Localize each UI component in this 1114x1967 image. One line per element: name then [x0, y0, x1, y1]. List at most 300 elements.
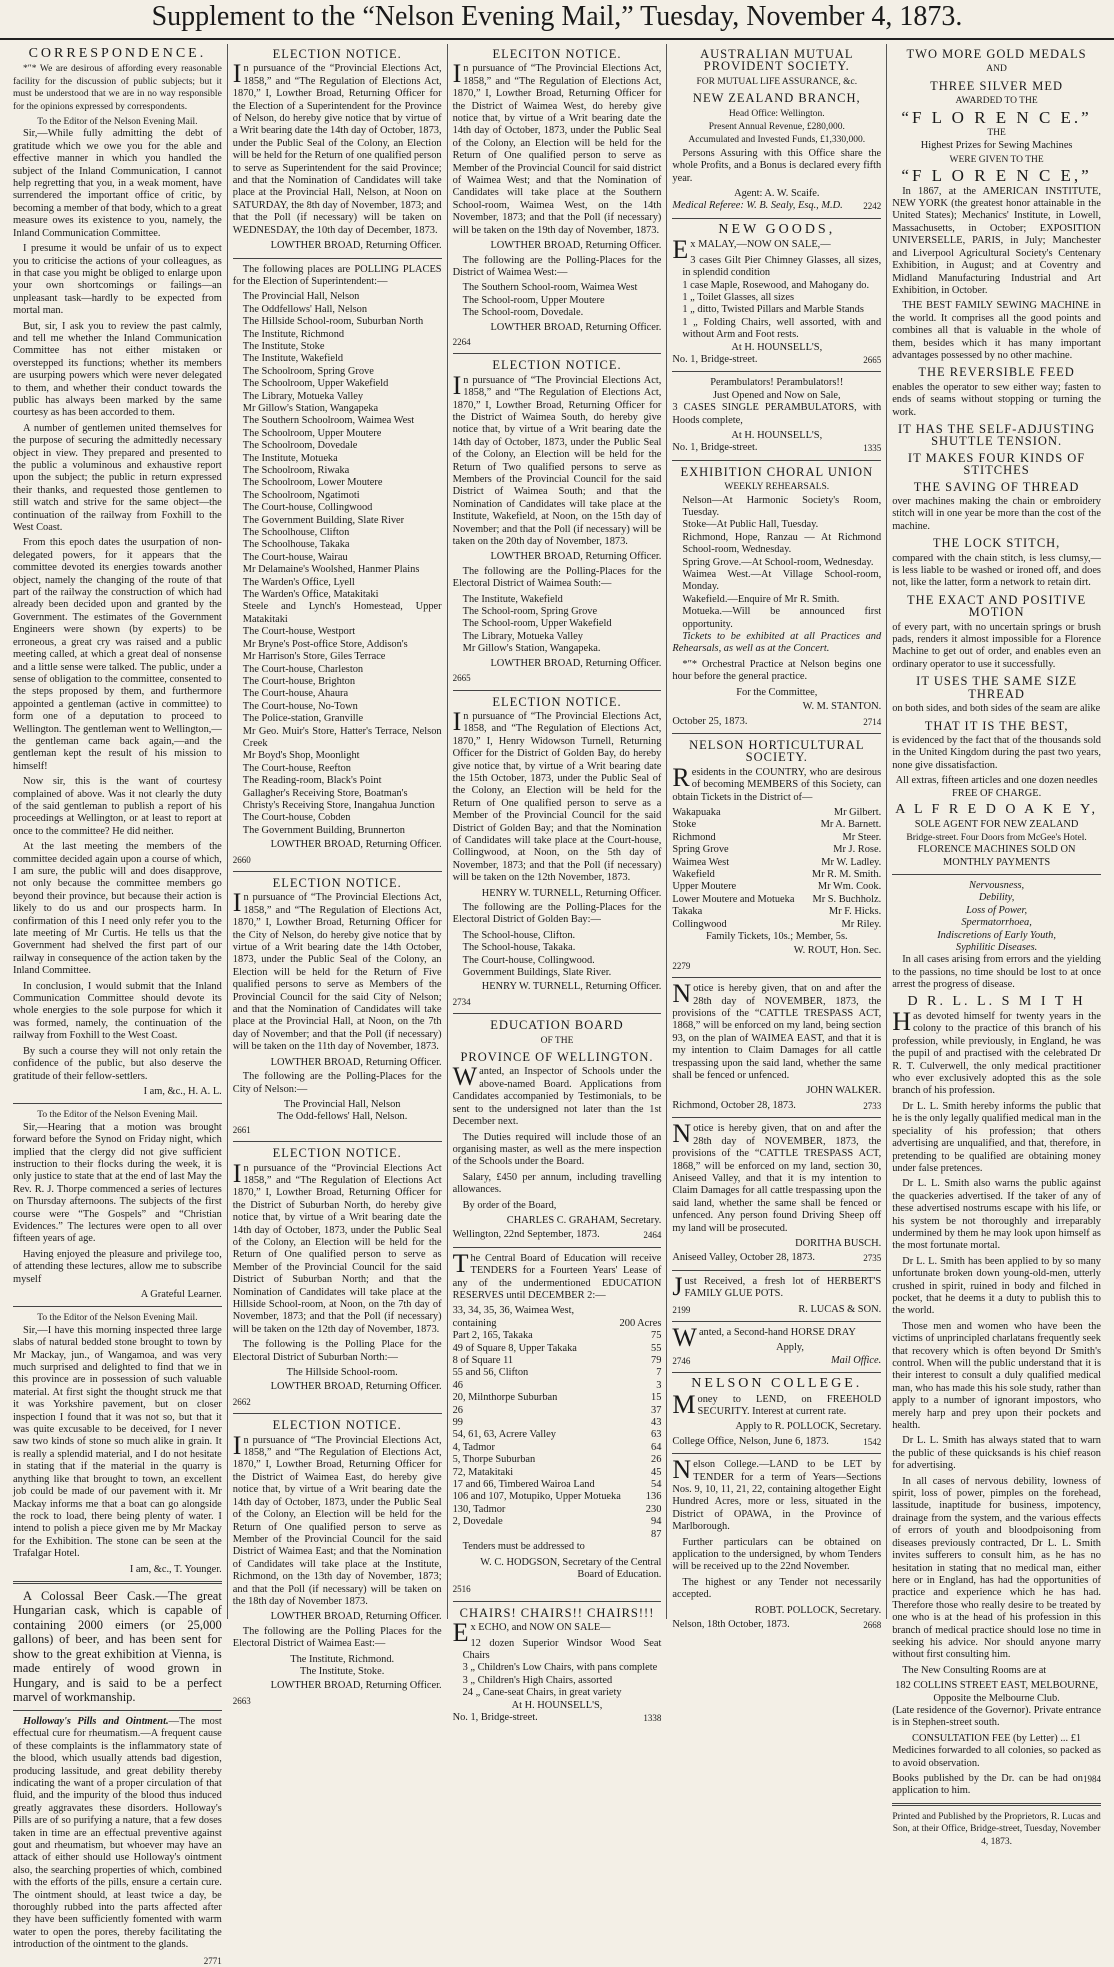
- letter1-paragraph: In conclusion, I would submit that the Inland Communication Committee should devote its whole energies to the sole purpose for which it was formed, namely, the continuation of the railway from Foxhill to the West Coast.: [13, 980, 222, 1042]
- choral-tickets: Tickets to be exhibited at all Practices and Rehearsals, as well as at the Concert.: [672, 631, 882, 655]
- florence-monthly: FLORENCE MACHINES SOLD ON MONTHLY PAYMENTS: [917, 844, 1076, 868]
- polling-place: Mr Delamaine's Woolshed, Hanmer Plains: [242, 564, 420, 576]
- rehearsal-item: Stoke—At Public Hall, Tuesday.: [682, 519, 819, 531]
- divider: [672, 371, 881, 372]
- smith-paragraph: Dr L. L. Smith also warns the public against the quackeries advertised. If the taker of any of these advertised nostrums escape with his life, or his system be not thoroughly and irreparably undermined by them he may look upon himself as the most fortunate mortal.: [892, 1178, 1101, 1252]
- ad-number: 2279: [672, 960, 691, 971]
- nelson-college-apply: Apply to R. POLLOCK, Secretary.: [735, 1421, 882, 1433]
- divider: [233, 1413, 442, 1414]
- reserve-row-value: 54: [651, 1479, 662, 1491]
- florence-shuttle: IT HAS THE SELF-ADJUSTING SHUTTLE TENSION.: [898, 421, 1096, 449]
- goods-list: [672, 255, 881, 342]
- reserve-row-label: 106 and 107, Motupiko, Upper Motueka: [452, 1491, 621, 1503]
- polling-place: Mr Geo. Muir's Store, Hatter's Terrace, Nelson Creek: [242, 725, 442, 749]
- polling-place: The Southern Schoolroom, Waimea West: [242, 415, 415, 427]
- returning-officer-signature: LOWTHER BROAD, Returning Officer.: [270, 240, 442, 252]
- ailment-line: Syphilitic Diseases.: [955, 942, 1038, 953]
- reserve-row: [453, 1330, 662, 1342]
- reserve-row-label: 72, Matakitaki: [452, 1466, 514, 1478]
- polling-place: The Institute, Richmond.: [290, 1653, 395, 1665]
- polling-place: The Southern School-room, Waimea West: [462, 282, 638, 294]
- reserve-row-label: 99: [452, 1417, 463, 1429]
- reserve-row-label: containing: [452, 1317, 497, 1329]
- florence-best2-heading: THAT IT IS THE BEST,: [924, 718, 1069, 733]
- polling-place: Mr Bryne's Post-office Store, Addison's: [242, 638, 408, 650]
- college-land-particulars: Further particulars can be obtained on application to the undersigned, by whom Tenders will be received up to the 22nd November.: [672, 1536, 882, 1573]
- ad-number: 2665: [452, 673, 471, 684]
- amp-referee: Medical Referee: W. B. Sealy, Esq., M.D.: [672, 200, 843, 212]
- education-reserves-table: [453, 1305, 662, 1541]
- polling-place: The Hillside School-room, Suburban North: [242, 316, 424, 328]
- returning-officer-signature: LOWTHER BROAD, Returning Officer.: [270, 839, 442, 851]
- polling-places-list: [233, 1654, 442, 1679]
- trespass-notice-text: Notice is hereby given, that on and after the 28th day of NOVEMBER, 1873, the provisions of the “CATTLE TRESPASS ACT, 1868,” will be enforced on my land, section 30, Aniseed Valley, and that it is my intention to Claim Damages for all cattle trespassing upon the said land, whether the same shall be fenced or unfenced. Any person found Driving Sheep off my land will be prosecuted.: [672, 1119, 882, 1234]
- amp-funds: Accumulated and Invested Funds, £1,330,000.: [688, 135, 866, 146]
- polling-place: The Institute, Stoke: [242, 340, 325, 352]
- florence-and: AND: [986, 64, 1007, 75]
- polling-place: The Warden's Office, Lyell: [242, 576, 355, 588]
- divider: [13, 1581, 222, 1584]
- chairs-item: 12 dozen Superior Windsor Wood Seat Chairs: [462, 1637, 662, 1661]
- florence-exact-heading: THE EXACT AND POSITIVE MOTION: [907, 592, 1087, 620]
- smith-heading: D R. L. L. S M I T H: [907, 993, 1086, 1009]
- polling-place: Steele and Lynch's Homestead, Upper Matakitaki: [242, 601, 442, 625]
- election-notice-heading: ELECTION NOTICE.: [272, 876, 402, 890]
- ad-number: 2746: [672, 1355, 691, 1366]
- reserve-row: [453, 1504, 662, 1516]
- ad-number: 2733: [863, 1100, 882, 1111]
- reserve-row-value: 43: [651, 1417, 662, 1429]
- letter1-paragraph: But, sir, I ask you to review the past calmly, and tell me whether the Inland Communication Committee has not either mistaken or overstepped its functions; whether its members are usurping powers which were never delegated to them, and whether their conduct towards the public has always been marked by the same courtesy as has been accorded to them.: [13, 320, 222, 419]
- letter3-paragraph: Sir,—I have this morning inspected three large slabs of natural bedded stone brought to town by Mr Mackay, jun., of Wangamoa, and was very much surprised and delighted to find that we in this province are in possession of such valuable material. At first sight the thought struck me that it was Yorkshire pavement, but on closer inspection I found that it was not so, but that it was quite excusable to be deceived, for I never saw two kinds of stone so much alike in grain. It is really a splendid material, and I do not hesitate in stating that if the material in the quarry is anything like that brought to town, an excellent job could be made of our pavement with it. Mr Mackay informs me that a boat can go alongside the rock to load, there being plenty of water. I intend to polish a piece given me by Mr Mackay for the Exhibition. The stone can be seen at the Trafalgar Hotel.: [13, 1324, 222, 1560]
- returning-officer-signature: LOWTHER BROAD, Returning Officer.: [490, 657, 662, 669]
- divider: [672, 218, 881, 219]
- election-notice-heading: ELECTION NOTICE.: [492, 694, 622, 709]
- divider: [672, 977, 881, 978]
- reserve-row-value: 26: [651, 1454, 662, 1466]
- divider: [892, 874, 1101, 875]
- polling-place: The Provincial Hall, Nelson: [283, 1098, 401, 1110]
- date: Nelson, 18th October, 1873.: [672, 1619, 790, 1631]
- column-florence-smith: [887, 44, 1106, 1847]
- agent-row: [672, 894, 881, 906]
- polling-place: The Court-house, Cobden: [242, 812, 351, 824]
- reserve-row: [453, 1343, 662, 1355]
- horticultural-agents: [672, 807, 881, 931]
- date-line: [453, 1229, 662, 1241]
- agent-row: [672, 919, 881, 931]
- masthead: Supplement to the “Nelson Evening Mail,” Tuesday, November 4, 1873.: [0, 0, 1114, 40]
- agent-row-value: Mr Gilbert.: [833, 806, 882, 818]
- divider: [453, 1247, 662, 1248]
- florence-the: THE: [987, 128, 1006, 139]
- inspector-duties: The Duties required will include those of an organising master, as well as the mere inspection of the Schools under the Board.: [452, 1131, 662, 1168]
- reserve-row-label: 55 and 56, Clifton: [452, 1367, 529, 1379]
- new-goods-sub: Ex MALAY,—NOW ON SALE,—: [672, 235, 831, 265]
- date: Aniseed Valley, October 28, 1873.: [672, 1252, 815, 1264]
- goods-item: 1 „ Toilet Glasses, all sizes: [682, 291, 795, 303]
- editor-notice: *″* We are desirous of affording every reasonable facility for the discussion of public subjects; but it must be understood that we are in no way responsible for the opinions expressed by correspondents.: [13, 64, 222, 112]
- chairs-item: 24 „ Cane-seat Chairs, in great variety: [462, 1687, 622, 1699]
- ad-number: 2734: [452, 996, 471, 1007]
- perambulators-text: Just Opened and Now on Sale,: [713, 389, 841, 401]
- polling-place: The Reading-room, Black's Point: [242, 775, 382, 787]
- agent-row: [672, 844, 881, 856]
- agent-row-label: Lower Moutere and Motueka: [672, 893, 795, 905]
- education-board-province: PROVINCE OF WELLINGTON.: [460, 1050, 654, 1065]
- agent-row-label: Wakapuaka: [672, 806, 721, 818]
- reserve-row: [453, 1355, 662, 1367]
- agent-row-value: Mr W. Ladley.: [821, 856, 882, 868]
- ailment-line: Spermatorrhoea,: [961, 917, 1032, 929]
- reserve-row: [453, 1479, 662, 1491]
- smith-rooms: The New Consulting Rooms are at: [902, 1664, 1047, 1676]
- polling-place: The Schoolroom, Spring Grove: [242, 365, 374, 377]
- column-advertisements: [667, 44, 887, 1631]
- polling-place: Mr Harrison's Store, Giles Terrace: [242, 651, 386, 663]
- holloway-heading: Holloway's Pills and Ointment.: [23, 1715, 169, 1727]
- secretary-signature: W. C. HODGSON, Secretary of the Central Board of Education.: [480, 1556, 662, 1580]
- column-election-notices: [228, 44, 448, 1706]
- rehearsal-item: Wakefield.—Enquire of Mr R. Smith.: [682, 593, 840, 605]
- returning-officer-signature: LOWTHER BROAD, Returning Officer.: [490, 321, 662, 333]
- smith-late: (Late residence of the Governor). Private entrance is in Stephen-street south.: [892, 1704, 1101, 1729]
- columns: [8, 44, 1106, 1966]
- ad-number: 2464: [643, 1230, 662, 1241]
- reserve-row: [453, 1467, 662, 1479]
- divider: [453, 690, 662, 691]
- reserve-row-label: 5, Thorpe Suburban: [452, 1454, 536, 1466]
- polling-place: The Oddfellows' Hall, Nelson: [242, 303, 368, 315]
- education-board-of: OF THE: [540, 1035, 574, 1046]
- polling-place: The Court-house, Westport: [242, 626, 356, 638]
- date: Richmond, October 28, 1873.: [672, 1099, 796, 1111]
- reserve-row: [453, 1417, 662, 1429]
- election-notice-text: In pursuance of “The Provincial Elections Act, 1858,” and “The Regulation of Elections Act, 1870,” I, Lowther Broad, Returning Officer for the District of Waimea East, do hereby give notice that, by virtue of a Writ bearing date the 14th day of October, 1873, under the Public Seal of the Colony, an Election will be held for the Return of One qualified person to serve as Member of the Provincial Council for the said District of Waimea East; and that the Nomination of Candidates will take place at the Institute, Richmond, on the 13th day of November, 1873; and that the Poll (if necessary) will be taken on the 18th day of November 1873.: [232, 1430, 442, 1607]
- divider: [453, 1601, 662, 1602]
- election-notice-heading: ELECTION NOTICE.: [492, 358, 622, 373]
- choral-orchestral: *″* Orchestral Practice at Nelson begins one hour before the general practice.: [672, 658, 882, 683]
- reserve-row-label: 54, 61, 63, Acrere Valley: [452, 1429, 556, 1441]
- reserve-row: [453, 1392, 662, 1404]
- ad-number: 1338: [643, 1712, 662, 1723]
- rehearsal-item: Motueka.—Will be announced first opportunity.: [682, 606, 882, 630]
- reserve-row-value: 200 Acres: [619, 1317, 662, 1329]
- polling-place: The Warden's Office, Matakitaki: [242, 589, 379, 601]
- reserve-row: [453, 1305, 662, 1317]
- polling-place: The Schoolhouse, Clifton: [242, 527, 350, 539]
- reserve-row-label: 8 of Square 11: [452, 1355, 514, 1366]
- date-line: [672, 1252, 881, 1264]
- reserve-row-value: 230: [645, 1503, 662, 1515]
- goods-item: 3 cases Gilt Pier Chimney Glasses, all sizes, in splendid condition: [682, 254, 882, 279]
- glue-pots-signature: R. LUCAS & SON.: [798, 1303, 882, 1315]
- agent-row-value: Mr J. Rose.: [833, 844, 882, 856]
- ad-number: 1984: [1082, 1774, 1101, 1784]
- ad-number: 2199: [672, 1304, 691, 1315]
- horse-dray-office: Mail Office.: [830, 1354, 882, 1366]
- signature-line: [672, 1304, 881, 1316]
- ad-number: 2714: [863, 716, 882, 727]
- divider: [672, 1453, 881, 1454]
- polling-place: The Schoolroom, Upper Wakefield: [242, 378, 389, 390]
- goods-item: 1 „ Folding Chairs, well assorted, with and without Arm and Foot rests.: [682, 316, 882, 341]
- rehearsals-list: [672, 495, 881, 631]
- florence-saving-text: over machines making the chain or embroidery stitch will in one year be more than the cost of the machine.: [892, 496, 1101, 532]
- divider: [13, 1710, 222, 1711]
- address: No. 1, Bridge-street.: [452, 1711, 538, 1723]
- agent-row-label: Collingwood: [672, 918, 727, 930]
- florence-medals-line: TWO MORE GOLD MEDALS: [906, 47, 1087, 61]
- reserve-row-value: 37: [651, 1404, 662, 1416]
- divider: [672, 1372, 881, 1373]
- florence-same-heading: IT USES THE SAME SIZE THREAD: [916, 674, 1077, 701]
- florence-saving-heading: THE SAVING OF THREAD: [913, 479, 1080, 494]
- florence-best: THE BEST FAMILY SEWING MACHINE in the world. It comprises all the good points and combines all that is valuable in the whole of them, besides which it has many important advantages possessed by no other machine.: [892, 300, 1101, 361]
- reserve-row-value: 64: [651, 1441, 662, 1453]
- letter1-paragraph: I presume it would be unfair of us to expect you to criticise the actions of your colleagues, as in that case you might be obliged to enlarge upon your own shortcomings or failings—an unpleasant task—hardly to be expected from mortal man.: [13, 243, 222, 317]
- column-correspondence: [8, 44, 228, 1966]
- letter1-signature: I am, &c., H. A. L.: [143, 1085, 222, 1097]
- election-notice-text: In pursuance of the “Provincial Elections Act, 1858,” and “The Regulation of Elections Act, 1870,” I, Lowther Broad, Returning Officer for the Election of a Superintendent for the Province of Nelson, do hereby give notice that by virtue of a Writ bearing date the 14th day of October, 1873, under the Public Seal of the Colony, an Election will be held for the Return of one qualified person to serve as Superintendent for the said Province; and that the Nomination of Candidates will take place at the Provincial Hall, Nelson, at Noon on SATURDAY, the 8th day of November, 1873; and that the Poll (if necessary) will be taken on WEDNESDAY, the 10th day of December, 1873.: [232, 59, 442, 236]
- agent-row-value: Mr Wm. Cook.: [817, 881, 882, 893]
- date-line: [672, 716, 881, 728]
- agent-row: [672, 869, 881, 881]
- referee-line: [672, 200, 881, 212]
- polling-place: The Provincial Hall, Nelson: [242, 291, 360, 303]
- reserve-row-value: 87: [651, 1528, 662, 1540]
- agent-row: [672, 906, 881, 918]
- reserve-row: [453, 1491, 662, 1503]
- hounsell-address: At H. HOUNSELL'S,: [511, 1699, 603, 1711]
- polling-place: The Schoolroom, Ngatimoti: [242, 489, 360, 501]
- ad-number: 2264: [452, 336, 471, 347]
- smith-fee: CONSULTATION FEE (by Letter) ... £1: [912, 1732, 1082, 1744]
- smith-paragraph: Dr L. L. Smith has always stated that to warn the public of these quicksands is his chief reason for advertising.: [892, 1435, 1101, 1472]
- holloway-item: [13, 1716, 222, 1952]
- hounsell-address: At H. HOUNSELL'S,: [731, 429, 823, 441]
- divider: [233, 1141, 442, 1142]
- trespass-notice-signature: JOHN WALKER.: [806, 1085, 882, 1097]
- letter2-addressee: To the Editor of the Nelson Evening Mail.: [37, 1110, 198, 1121]
- smith-paragraph: In all cases of nervous debility, lowness of spirit, loss of power, pimples on the forehead, lassitude, inaptitude for business, impotency, drainage from the system, and the various effects of errors of youth and bloodpoisoning from diseases previously contracted, Dr L. L. Smith invites sufferers to consult him, as he has no hesitation in stating that no medical man, either here or in England, has had the opportunities of practice and experience which he has had. Therefore those who really desire to be treated by one who is at the head of his profession in this branch of medical practice should lose no time in seeking his advice. Nor should anyone marry without first consulting him.: [892, 1475, 1101, 1661]
- smith-intro: In all cases arising from errors and the yielding to the passions, no time should be lost to at once arrest the progress of disease.: [892, 954, 1101, 991]
- agent-row: [672, 881, 881, 893]
- reserve-row-value: 136: [645, 1491, 662, 1503]
- letter1-paragraph: From this epoch dates the usurpation of non-delegated powers, for it appears that the committee devoted its energies towards another object, namely the changing of the route of that part of the railway the construction of which had already been decided upon and granted by the Government. The estimates of the Government Engineers were shown (by experts) to be erroneous, a great cry was raised and a public meeting called, at which a great deal of nonsense and a little sense were talked. The public, under a sense of obligation to the committee, consented to the steps proposed by them, and furthermore appointed a gentleman (active in committee) to form one of a deputation to proceed to Wellington. The gentleman went to Wellington,—the gentleman came back again,—and the gentleman kept the result of his mission to himself!: [13, 537, 222, 772]
- college-land-highest: The highest or any Tender not necessarily accepted.: [672, 1576, 882, 1601]
- horticultural-heading: NELSON HORTICULTURAL SOCIETY.: [689, 737, 865, 765]
- hounsell-address: At H. HOUNSELL'S,: [731, 341, 823, 353]
- polling-places-intro: The following are the Polling-Places for the District of Waimea West:—: [452, 254, 662, 278]
- glue-pots-text: Just Received, a fresh lot of HERBERT'S FAMILY GLUE POTS.: [672, 1271, 882, 1301]
- horticultural-family: Family Tickets, 10s.; Member, 5s.: [705, 931, 848, 942]
- polling-place: The Court-house, Ahaura: [242, 688, 349, 700]
- polling-place: The Court-house, Charleston: [242, 663, 364, 675]
- letter1-paragraph: Sir,—While fully admitting the debt of gratitude which we owe you for the able and effective manner in which you handled the subject of the Inland Communication, I cannot help regretting that you, in a weak moment, have surrendered the important office of critic, by becoming a member of that body, which to a great measure owes its existence to you, namely, the Inland Communication Committee.: [13, 128, 222, 239]
- nelson-college-text: Money to LEND, on FREEHOLD SECURITY. Interest at current rate.: [672, 1389, 882, 1419]
- florence-agent-title: SOLE AGENT FOR NEW ZEALAND: [914, 819, 1079, 831]
- ad-number: 1335: [863, 443, 882, 454]
- polling-place: The School-room, Spring Grove: [462, 606, 598, 618]
- polling-places-intro: The following places are POLLING PLACES for the Election of Superintendent:—: [232, 263, 442, 287]
- letter2-paragraph: Sir,—Hearing that a motion was brought forward before the Synod on Friday night, which implied that the clergy did not give sufficient instruction to their flocks during the week, it is only justice to state that at the end of last May the Rev. R. J. Thorpe commenced a series of lectures on Thursday afternoons. The subjects of the first course were “The Gospels” and “Christian Evidences.” The lectures were open to all over fifteen years of age.: [13, 1121, 222, 1245]
- returning-officer-signature: LOWTHER BROAD, Returning Officer.: [270, 1611, 442, 1623]
- smith-opposite: Opposite the Melbourne Club.: [933, 1692, 1060, 1704]
- florence-agent-name: A L F R E D O A K E Y,: [895, 801, 1098, 817]
- beer-cask-heading: A Colossal Beer Cask.: [23, 1588, 156, 1603]
- florence-feed-text: enables the operator to sew either way; fasten to ends of seams without stopping or turning the work.: [892, 381, 1101, 418]
- smith-paragraph: Has devoted himself for twenty years in the colony to the practice of this branch of his profession, while previously, in England, he was the pupil of and practised with the celebrated Dr R. T. Culverwell, the only medical practitioner who ever exclusively adopted this as the sole branch of his profession.: [892, 1007, 1101, 1097]
- florence-same-text: on both sides, and both sides of the seam are alike: [892, 703, 1101, 715]
- reserve-row-label: 17 and 66, Timbered Wairoa Land: [452, 1479, 595, 1491]
- agent-row: [672, 832, 881, 844]
- florence-name: “F L O R E N C E.”: [901, 107, 1092, 127]
- reserve-row-label: 46: [452, 1379, 463, 1391]
- agent-row-label: Waimea West: [672, 856, 730, 868]
- ad-number: 2242: [863, 201, 882, 212]
- florence-stitches: IT MAKES FOUR KINDS OF STITCHES: [907, 450, 1086, 478]
- divider: [233, 258, 442, 259]
- reserve-row: [453, 1380, 662, 1392]
- address: No. 1, Bridge-street.: [672, 353, 758, 365]
- address-line: [672, 442, 881, 454]
- reserve-row-value: 63: [651, 1429, 662, 1441]
- polling-place: Mr Gillow's Station, Wangapeka.: [462, 643, 601, 655]
- polling-places-list: [453, 930, 662, 980]
- smith-address: 182 COLLINS STREET EAST, MELBOURNE,: [895, 1680, 1098, 1692]
- polling-place: The Government Building, Slate River: [242, 514, 405, 526]
- reserve-row: [453, 1318, 662, 1330]
- election-notice-heading: ELECITON NOTICE.: [492, 47, 622, 61]
- amp-revenue: Present Annual Revenue, £280,000.: [708, 122, 845, 133]
- date: Wellington, 22nd September, 1873.: [452, 1229, 600, 1241]
- returning-officer-signature: LOWTHER BROAD, Returning Officer.: [490, 240, 662, 252]
- horticultural-signature: W. ROUT, Hon. Sec.: [793, 945, 882, 957]
- letter1-addressee: To the Editor of the Nelson Evening Mail.: [37, 117, 198, 128]
- goods-item: 1 „ ditto, Twisted Pillars and Marble Stands: [682, 304, 864, 316]
- reserve-row-value: 3: [656, 1379, 662, 1391]
- agent-row-value: Mr A. Barnett.: [820, 819, 882, 831]
- polling-place: The Library, Motueka Valley: [462, 630, 583, 642]
- column-notices: [448, 44, 668, 1723]
- chairs-text: Ex ECHO, and NOW ON SALE—: [452, 1618, 611, 1648]
- letter1-paragraph: Now sir, this is the want of courtesy complained of above. Was it not clearly the duty of the said gentleman to publish a report of his proceedings at Wellington, or at least to report at once to the committee? He did neither.: [13, 776, 222, 837]
- reserve-row-value: 15: [651, 1392, 662, 1404]
- date-line: [672, 1100, 881, 1112]
- amp-branch: NEW ZEALAND BRANCH,: [692, 91, 861, 106]
- horse-dray-text: Wanted, a Second-hand HORSE DRAY: [672, 1322, 856, 1352]
- amp-agent: Agent: A. W. Scaife.: [734, 188, 820, 200]
- smith-paragraph: Those men and women who have been the victims of unprincipled charlatans frequently seek that recovery which is often beyond Dr Smith's control. When will the public understand that it is their interest to consult a duly qualified medical man, who has made this his sole study, rather than apply to a number of ignorant impostors, who merely harp and prey upon their pockets and health.: [892, 1320, 1101, 1432]
- reserve-row-label: 130, Tadmor: [452, 1503, 506, 1515]
- reserve-row-value: 7: [656, 1367, 662, 1379]
- reserve-row-value: 94: [651, 1516, 662, 1528]
- agent-row: [672, 819, 881, 831]
- returning-officer-signature: LOWTHER BROAD, Returning Officer.: [270, 1680, 442, 1692]
- amp-office: Head Office: Wellington.: [728, 108, 825, 119]
- divider: [233, 871, 442, 872]
- letter1-paragraph: A number of gentlemen united themselves for the purpose of securing the admittedly necessary object in view. They prepared and presented to the public a voluminous and exhaustive report upon the subject; the public in return expressed their thanks, and requested those gentlemen to still watch and strive for the same object—the continuation of the railway from Foxhill to the West Coast.: [13, 422, 222, 534]
- choral-union-sub: WEEKLY REHEARSALS.: [724, 482, 830, 493]
- polling-places-intro: The following are the Polling-Places for the City of Nelson:—: [232, 1071, 442, 1095]
- election-notice-heading: ELECTION NOTICE.: [272, 1146, 402, 1161]
- inspector-wanted-text: Wanted, an Inspector of Schools under the above-named Board. Applications from Candidates accompanied by Testimonials, to be sent to the undersigned not later than the 1st December next.: [452, 1062, 662, 1128]
- horticultural-text: Residents in the COUNTRY, who are desirous of becoming MEMBERS of this Society, can obtain Tickets in the District of—: [672, 762, 882, 803]
- polling-places-intro: The following is the Polling Place for the Electoral District of Suburban North:—: [232, 1339, 442, 1363]
- polling-place: The Schoolroom, Dovedale: [242, 440, 358, 452]
- polling-place: The School-room, Dovedale.: [462, 307, 584, 319]
- agent-row-value: Mr S. Buchholz.: [812, 893, 882, 905]
- divider: [672, 733, 881, 734]
- inspector-salary: Salary, £450 per annum, including travelling allowances.: [452, 1171, 662, 1196]
- ad-number: 2771: [203, 1955, 222, 1966]
- reserve-row: [453, 1516, 662, 1528]
- reserve-row-label: 4, Tadmor: [452, 1441, 495, 1453]
- florence-silver-line: THREE SILVER MED: [930, 78, 1064, 93]
- polling-place: The Schoolroom, Upper Moutere: [242, 427, 382, 439]
- reserve-row: [453, 1442, 662, 1454]
- reserve-row-label: Part 2, 165, Takaka: [452, 1330, 533, 1342]
- smith-paragraph: Dr L. L. Smith has been applied to by so many unfortunate broken down young-old-men, utterly crushed in spirit, ruined in body and filched in pocket, that he deems it a duty to publish this to the world.: [892, 1255, 1101, 1317]
- letter1-paragraph: By such a course they will not only retain the confidence of the public, but also deserve the gratitude of their fellow-settlers.: [13, 1045, 222, 1082]
- election-notice-text: In pursuance of “The Provincial Elections Act, 1858,” and “The Regulation of Elections Act, 1870,” I, Lowther Broad, Returning Officer for the District of Waimea South, do hereby give notice that, by virtue of a Writ bearing date the 14th day of October, 1873, under the Public Seal of the Colony, an Election will be held for the Return of Two qualified persons to serve as Members of the Provincial Council for the said District of Waimea South; and that the Nomination of Candidates will take place at the Institute, Wakefield, at Noon, on the 15th day of November; and that the Poll (if necessary) will be taken on the 20th day of November, 1873.: [452, 370, 662, 548]
- chairs-heading: CHAIRS! CHAIRS!! CHAIRS!!!: [459, 1605, 655, 1620]
- agent-row-value: Mr Riley.: [841, 918, 882, 930]
- reserve-row-label: 26: [452, 1404, 463, 1416]
- horse-dray-apply: Apply,: [776, 1342, 805, 1354]
- smith-books: Books published by the Dr. can be had on application to him.: [892, 1773, 1083, 1797]
- reserve-row: [453, 1454, 662, 1466]
- polling-place: The Institute, Wakefield: [242, 353, 344, 365]
- polling-place: The Schoolhouse, Takaka: [242, 539, 350, 551]
- polling-places-list: [233, 291, 442, 837]
- nelson-college-heading: NELSON COLLEGE.: [691, 1376, 863, 1392]
- ad-number: 2663: [232, 1695, 251, 1706]
- polling-place: The Court-house, Collingwood: [242, 502, 373, 514]
- address-line: [672, 354, 881, 366]
- chairs-list: [453, 1638, 662, 1700]
- ad-number: 1542: [863, 1436, 882, 1447]
- polling-place: The School-house, Clifton.: [462, 929, 576, 941]
- agent-row: [672, 857, 881, 869]
- smith-paragraph: Dr L. L. Smith hereby informs the public that he is the only legally qualified medical man in the speciality of his profession; that others advertising are unqualified, and that, therefore, in pretending to be qualified are obtaining money under false pretences.: [892, 1100, 1101, 1174]
- election-notice-heading: ELECTION NOTICE.: [272, 47, 402, 61]
- signature-line: [672, 1355, 881, 1367]
- reserve-row-label: 20, Milnthorpe Suburban: [452, 1392, 558, 1404]
- polling-places-intro: The following are the Polling-Places for the Electoral District of Waimea South:—: [452, 565, 662, 590]
- amp-heading: AUSTRALIAN MUTUAL PROVIDENT SOCIETY.: [700, 47, 854, 74]
- polling-place: The Police-station, Granville: [242, 713, 364, 725]
- agent-row-value: Mr Steer.: [842, 831, 882, 843]
- reserve-row-value: 75: [651, 1330, 662, 1342]
- divider: [453, 353, 662, 354]
- choral-for: For the Committee,: [736, 686, 818, 698]
- polling-place: Christy's Receiving Store, Inangahua Junction: [242, 799, 435, 811]
- letter2-signature: A Grateful Learner.: [140, 1289, 222, 1300]
- polling-place: The Institute, Stoke.: [300, 1665, 385, 1677]
- choral-signature: W. M. STANTON.: [802, 701, 882, 713]
- returning-officer-signature: LOWTHER BROAD, Returning Officer.: [490, 551, 662, 563]
- ad-number: 2665: [863, 354, 882, 365]
- ailment-line: Debility,: [978, 892, 1015, 904]
- ad-number: 2735: [863, 1253, 882, 1264]
- divider: [453, 1013, 662, 1014]
- chairs-item: 3 „ Children's High Chairs, assorted: [462, 1674, 613, 1686]
- reserve-row-value: 79: [651, 1355, 662, 1366]
- choral-union-heading: EXHIBITION CHORAL UNION: [680, 464, 874, 479]
- holloway-text: —The most effectual cure for rheumatism.—A frequent cause of these complaints is the inflammatory state of the blood, which usually attends bad digestion, producing lassitude, and great debility thereby indicating the want of a proper circulation of that fluid, and the impurity of the blood thus induced greatly aggravates these disorders. Holloway's Pills are of so purifying a nature, that a few doses taken in time are an effectual preventive against gout and rheumatism, but whoever may have an attack of either should use Holloway's ointment also, the searching properties of which, combined with the efforts of the pills, ensure a certain cure. The ointment should, at least twice a day, be thoroughly rubbed into the parts affected after they have been sufficiently fomented with warm water to open the pores, thereby facilitating the introduction of the ointment to the glands.: [13, 1715, 222, 1951]
